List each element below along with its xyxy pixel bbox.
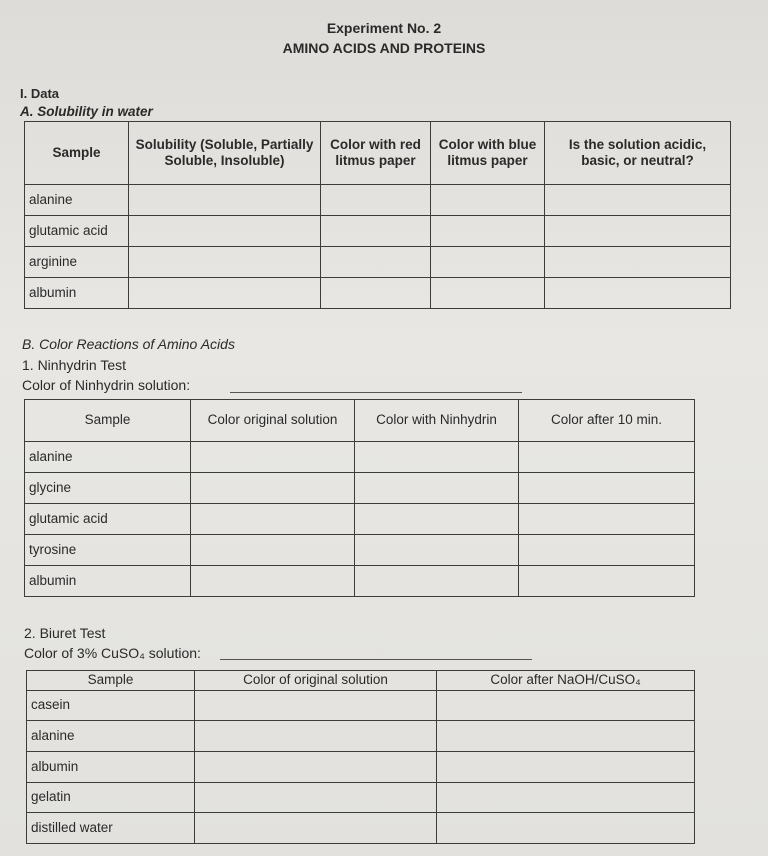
- answer-cell[interactable]: [195, 813, 437, 844]
- table-row: [25, 216, 731, 247]
- answer-cell[interactable]: [355, 504, 519, 535]
- answer-cell[interactable]: [321, 216, 431, 247]
- biuret-table: [26, 670, 695, 844]
- table-row: [27, 783, 695, 813]
- answer-cell[interactable]: [195, 783, 437, 813]
- sample-cell: glycine: [25, 473, 191, 504]
- experiment-title: AMINO ACIDS AND PROTEINS: [282, 40, 486, 56]
- answer-cell[interactable]: [545, 185, 731, 216]
- table-row: [25, 247, 731, 278]
- table-row: [27, 752, 695, 783]
- solubility-table: [24, 121, 731, 309]
- experiment-number: Experiment No. 2: [326, 20, 442, 36]
- table-row: [25, 566, 695, 597]
- answer-cell[interactable]: [321, 278, 431, 309]
- column-header: Is the solution acidic, basic, or neutral?: [545, 122, 731, 185]
- ninhydrin-color-blank[interactable]: [230, 392, 522, 393]
- answer-cell[interactable]: [321, 185, 431, 216]
- answer-cell[interactable]: [431, 185, 545, 216]
- part-a-heading: A. Solubility in water: [20, 104, 153, 119]
- answer-cell[interactable]: [437, 813, 695, 844]
- table-row: [25, 473, 695, 504]
- sample-cell: distilled water: [27, 813, 195, 844]
- answer-cell[interactable]: [195, 752, 437, 783]
- ninhydrin-prompt: Color of Ninhydrin solution:: [22, 377, 191, 393]
- answer-cell[interactable]: [545, 278, 731, 309]
- biuret-prompt: Color of 3% CuSO₄ solution:: [24, 645, 201, 661]
- part-b-heading: B. Color Reactions of Amino Acids: [22, 336, 235, 352]
- ninhydrin-table: [24, 399, 695, 597]
- answer-cell[interactable]: [545, 247, 731, 278]
- sample-cell: alanine: [25, 185, 129, 216]
- table-row: [27, 691, 695, 721]
- answer-cell[interactable]: [355, 442, 519, 473]
- answer-cell[interactable]: [355, 535, 519, 566]
- column-header: Sample: [25, 400, 191, 442]
- table-row: [25, 442, 695, 473]
- table-row: [25, 185, 731, 216]
- answer-cell[interactable]: [431, 247, 545, 278]
- answer-cell[interactable]: [195, 721, 437, 752]
- column-header: Color with Ninhydrin: [355, 400, 519, 442]
- answer-cell[interactable]: [437, 691, 695, 721]
- answer-cell[interactable]: [519, 566, 695, 597]
- table-row: [25, 504, 695, 535]
- biuret-heading: 2. Biuret Test: [24, 625, 106, 641]
- answer-cell[interactable]: [191, 442, 355, 473]
- table-header-row: [27, 671, 695, 691]
- column-header: Sample: [25, 122, 129, 185]
- answer-cell[interactable]: [191, 535, 355, 566]
- sample-cell: alanine: [25, 442, 191, 473]
- answer-cell[interactable]: [321, 247, 431, 278]
- answer-cell[interactable]: [519, 504, 695, 535]
- cuso4-color-blank[interactable]: [220, 659, 532, 660]
- answer-cell[interactable]: [129, 278, 321, 309]
- column-header: Sample: [27, 671, 195, 691]
- answer-cell[interactable]: [519, 473, 695, 504]
- table-row: [27, 721, 695, 752]
- answer-cell[interactable]: [431, 278, 545, 309]
- table-header-row: [25, 400, 695, 442]
- answer-cell[interactable]: [355, 566, 519, 597]
- sample-cell: arginine: [25, 247, 129, 278]
- sample-cell: alanine: [27, 721, 195, 752]
- answer-cell[interactable]: [129, 185, 321, 216]
- sample-cell: casein: [27, 691, 195, 721]
- column-header: Color after 10 min.: [519, 400, 695, 442]
- table-row: [27, 813, 695, 844]
- answer-cell[interactable]: [355, 473, 519, 504]
- answer-cell[interactable]: [129, 247, 321, 278]
- answer-cell[interactable]: [191, 473, 355, 504]
- answer-cell[interactable]: [195, 691, 437, 721]
- sample-cell: albumin: [25, 566, 191, 597]
- answer-cell[interactable]: [437, 752, 695, 783]
- answer-cell[interactable]: [437, 721, 695, 752]
- table-header-row: [25, 122, 731, 185]
- column-header: Color of original solution: [195, 671, 437, 691]
- sample-cell: tyrosine: [25, 535, 191, 566]
- answer-cell[interactable]: [545, 216, 731, 247]
- sample-cell: glutamic acid: [25, 216, 129, 247]
- answer-cell[interactable]: [191, 566, 355, 597]
- answer-cell[interactable]: [129, 216, 321, 247]
- answer-cell[interactable]: [191, 504, 355, 535]
- answer-cell[interactable]: [519, 535, 695, 566]
- answer-cell[interactable]: [519, 442, 695, 473]
- column-header: Color after NaOH/CuSO₄: [437, 671, 695, 691]
- sample-cell: glutamic acid: [25, 504, 191, 535]
- column-header: Color with blue litmus paper: [431, 122, 545, 185]
- table-row: [25, 535, 695, 566]
- sample-cell: albumin: [25, 278, 129, 309]
- table-row: [25, 278, 731, 309]
- column-header: Color with red litmus paper: [321, 122, 431, 185]
- answer-cell[interactable]: [431, 216, 545, 247]
- ninhydrin-heading: 1. Ninhydrin Test: [22, 357, 127, 373]
- sample-cell: gelatin: [27, 783, 195, 813]
- column-header: Color original solution: [191, 400, 355, 442]
- column-header: Solubility (Soluble, Partially Soluble, Insoluble): [129, 122, 321, 185]
- sample-cell: albumin: [27, 752, 195, 783]
- section-heading: I. Data: [20, 86, 60, 101]
- answer-cell[interactable]: [437, 783, 695, 813]
